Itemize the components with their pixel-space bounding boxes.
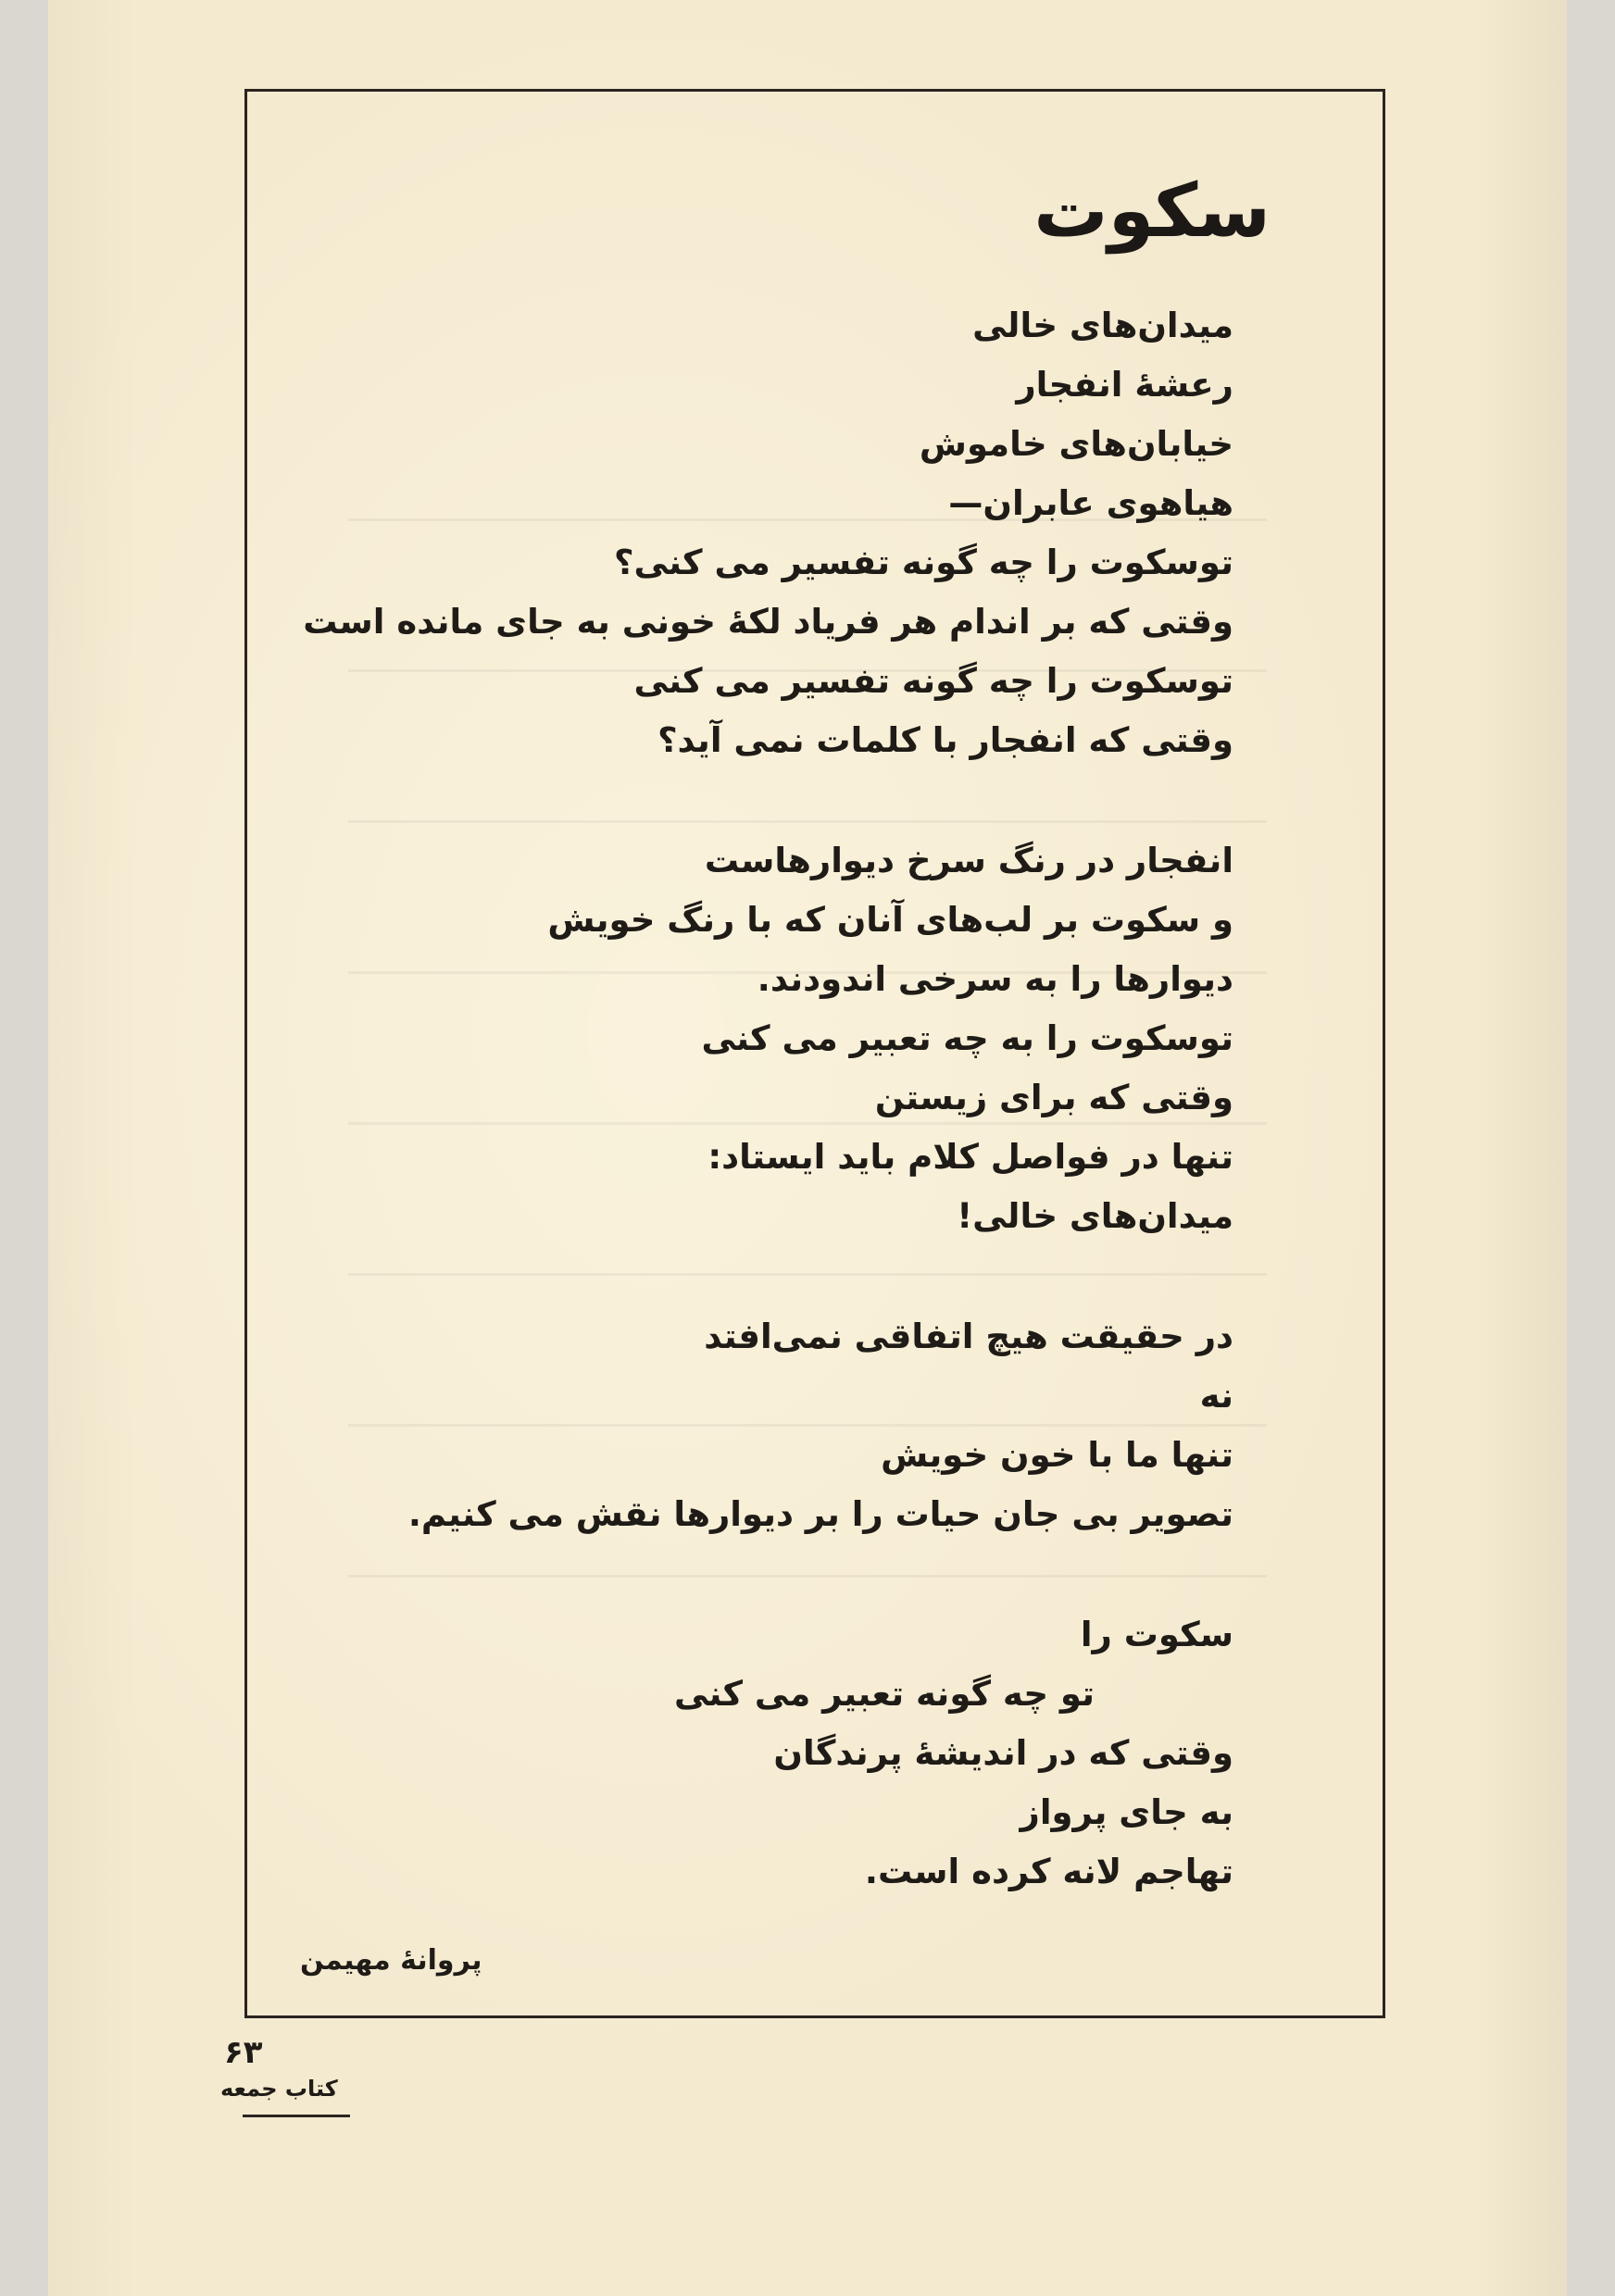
magazine-name: کتاب جمعه <box>220 2076 338 2102</box>
poem-line: تنها در فواصل کلام باید ایستاد: <box>707 1137 1233 1177</box>
scanned-page <box>48 0 1567 2296</box>
page-number: ۶۳ <box>224 2034 263 2071</box>
stanza-4 <box>326 1605 1233 1902</box>
poem-line: رعشهٔ انفجار <box>1016 365 1233 405</box>
stanza-1 <box>303 296 1233 770</box>
poem-line: سکوت را <box>1080 1615 1233 1654</box>
poem-line: دیوارها را به سرخی اندودند. <box>757 959 1233 999</box>
poem-line: هیاهوی عابران— <box>948 483 1233 523</box>
stanza-2 <box>326 831 1233 1246</box>
poem-line: در حقیقت هیچ اتفاقی نمی‌افتد <box>704 1316 1233 1356</box>
poem-line: وقتی که در اندیشهٔ پرندگان <box>773 1733 1233 1773</box>
poem-line: به جای پرواز <box>1020 1792 1233 1832</box>
poem-line: تنها ما با خون خویش <box>881 1435 1233 1475</box>
poem-line: انفجار در رنگ سرخ دیوارهاست <box>704 841 1233 880</box>
poem-line: و سکوت بر لب‌های آنان که با رنگ خویش <box>547 900 1233 940</box>
poem-line: وقتی که انفجار با کلمات نمی آید؟ <box>657 720 1233 760</box>
poem-line: تصویر بی جان حیات را بر دیوارها نقش می کنیم. <box>407 1494 1233 1534</box>
poem-author: پروانهٔ مهیمن <box>300 1944 482 1977</box>
poem-line: میدان‌های خالی! <box>957 1196 1233 1236</box>
poem-line: خیابان‌های خاموش <box>919 424 1233 464</box>
poem-title: سکوت <box>1033 168 1271 254</box>
poem-line: وقتی که برای زیستن <box>874 1078 1233 1117</box>
poem-line: توسکوت را به چه تعبیر می کنی <box>701 1018 1233 1058</box>
poem-line: تهاجم لانه کرده است. <box>864 1852 1233 1891</box>
magazine-underline <box>243 2115 350 2117</box>
poem-line: میدان‌های خالی <box>972 306 1233 345</box>
poem-line: توسکوت را چه گونه تفسیر می کنی؟ <box>614 543 1233 582</box>
poem-line: نه <box>1199 1376 1233 1416</box>
stanza-3 <box>326 1307 1233 1544</box>
poem-line: تو چه گونه تعبیر می کنی <box>673 1674 1095 1714</box>
poem-line: توسکوت را چه گونه تفسیر می کنی <box>633 661 1233 701</box>
poem-line: وقتی که بر اندام هر فریاد لکهٔ خونی به جای مانده است <box>303 602 1233 642</box>
